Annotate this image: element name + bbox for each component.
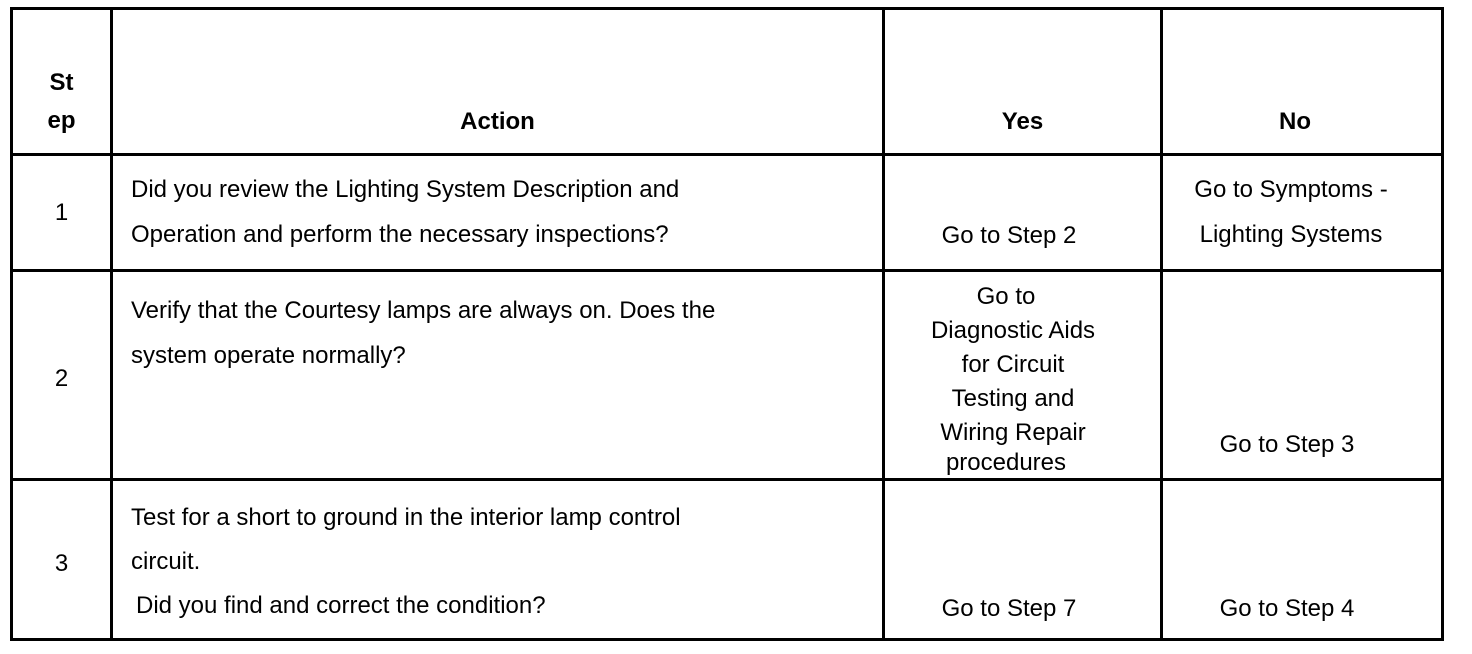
row-1-yes: Go to Step 2 bbox=[941, 222, 1077, 249]
action-line: system operate normally? bbox=[131, 342, 406, 369]
row-3-yes: Go to Step 7 bbox=[941, 595, 1077, 622]
row-divider bbox=[13, 478, 1441, 481]
action-line: Test for a short to ground in the interior lamp control bbox=[131, 504, 681, 531]
row-divider bbox=[13, 153, 1441, 156]
row-1-step: 1 bbox=[54, 199, 69, 226]
row-3-no: Go to Step 4 bbox=[1219, 595, 1355, 622]
row-1-action bbox=[131, 167, 679, 257]
yes-line: Go to bbox=[976, 283, 1036, 310]
row-3-action bbox=[131, 496, 681, 628]
row-1-no bbox=[1163, 167, 1419, 257]
row-2-yes bbox=[885, 280, 1141, 480]
row-2-step: 2 bbox=[54, 365, 69, 392]
header-action: Action bbox=[460, 108, 535, 135]
header-no: No bbox=[1279, 108, 1311, 135]
action-line: circuit. bbox=[131, 548, 201, 575]
yes-line: Wiring Repair bbox=[940, 419, 1086, 446]
diagnostic-table bbox=[10, 7, 1444, 641]
action-line: Operation and perform the necessary inspections? bbox=[131, 221, 669, 248]
row-3-step: 3 bbox=[54, 550, 69, 577]
action-line: Verify that the Courtesy lamps are always on. Does the bbox=[131, 297, 716, 324]
yes-line: Testing and bbox=[951, 385, 1075, 412]
action-line: Did you find and correct the condition? bbox=[136, 592, 546, 619]
header-step-line: St bbox=[49, 69, 74, 96]
row-2-action bbox=[131, 288, 715, 378]
header-yes: Yes bbox=[1001, 108, 1044, 135]
action-line: Did you review the Lighting System Description and bbox=[131, 176, 680, 203]
header-step-line: ep bbox=[47, 107, 76, 134]
yes-line: procedures bbox=[945, 449, 1067, 476]
yes-line: for Circuit bbox=[961, 351, 1065, 378]
row-divider bbox=[13, 269, 1441, 272]
row-2-no: Go to Step 3 bbox=[1219, 431, 1355, 458]
header-step bbox=[13, 64, 110, 140]
yes-line: Diagnostic Aids bbox=[930, 317, 1096, 344]
no-line: Go to Symptoms - bbox=[1194, 176, 1388, 203]
no-line: Lighting Systems bbox=[1199, 221, 1383, 248]
